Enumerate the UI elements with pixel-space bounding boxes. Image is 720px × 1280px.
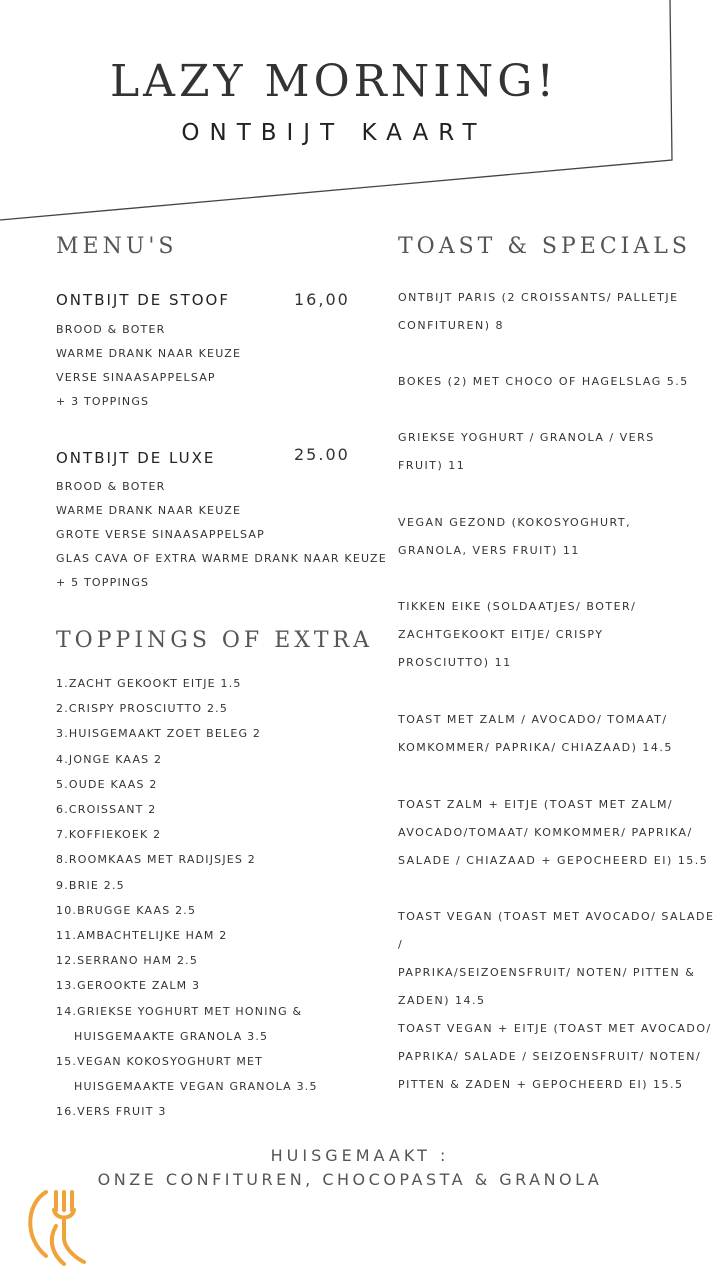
special-item: TOAST VEGAN (TOAST MET AVOCADO/ SALADE / PAPRIKA/SEIZOENSFRUIT/ NOTEN/ PITTEN & ZADEN) 14.5: [398, 910, 715, 1007]
list-item: 14.GRIEKSE YOGHURT MET HONING &: [56, 1004, 303, 1018]
menu-line: BROOD & BOTER: [56, 480, 166, 493]
menu-item-lines: [56, 475, 387, 595]
menu-line: GROTE VERSE SINAASAPPELSAP: [56, 528, 265, 541]
specials-heading: TOAST & SPECIALS: [398, 234, 691, 259]
menu-line: + 3 TOPPINGS: [56, 395, 150, 408]
list-item: 8.ROOMKAAS MET RADIJSJES 2: [56, 853, 256, 867]
fork-plate-logo-icon: [16, 1186, 96, 1270]
list-item-continued: HUISGEMAAKTE GRANOLA 3.5: [74, 1029, 269, 1043]
page-title: LAZY MORNING!: [109, 56, 559, 107]
list-item: 11.AMBACHTELIJKE HAM 2: [56, 929, 228, 943]
menu-line: + 5 TOPPINGS: [56, 576, 150, 589]
special-item: TOAST VEGAN + EITJE (TOAST MET AVOCADO/ PAPRIKA/ SALADE / SEIZOENSFRUIT/ NOTEN/ PITTEN & ZADEN + GEPOCHEERD EI) 15.5: [398, 1022, 712, 1091]
list-item: 16.VERS FRUIT 3: [56, 1105, 167, 1119]
footer-homemade-items: ONZE CONFITUREN, CHOCOPASTA & GRANOLA: [97, 1170, 603, 1189]
list-item: 15.VEGAN KOKOSYOGHURT MET: [56, 1055, 264, 1069]
list-item: 6.CROISSANT 2: [56, 803, 157, 817]
special-item: BOKES (2) MET CHOCO OF HAGELSLAG 5.5: [398, 375, 689, 388]
menu-item-luxe: [56, 448, 215, 467]
special-item: TOAST MET ZALM / AVOCADO/ TOMAAT/ KOMKOMMER/ PAPRIKA/ CHIAZAAD) 14.5: [398, 713, 673, 754]
list-item-continued: HUISGEMAAKTE VEGAN GRANOLA 3.5: [74, 1080, 318, 1094]
special-item: TOAST ZALM + EITJE (TOAST MET ZALM/ AVOCADO/TOMAAT/ KOMKOMMER/ PAPRIKA/ SALADE / CHIAZAAD + GEPOCHEERD EI) 15.5: [398, 798, 709, 867]
list-item: 13.GEROOKTE ZALM 3: [56, 979, 201, 993]
menu-line: VERSE SINAASAPPELSAP: [56, 371, 216, 384]
special-item: GRIEKSE YOGHURT / GRANOLA / VERS FRUIT) 11: [398, 431, 655, 472]
menu-item-price: 16,00: [294, 290, 350, 309]
list-item: 4.JONGE KAAS 2: [56, 752, 163, 766]
menu-item-lines: [56, 318, 241, 414]
list-item: 12.SERRANO HAM 2.5: [56, 954, 199, 968]
list-item: 10.BRUGGE KAAS 2.5: [56, 903, 197, 917]
menu-item-name: ONTBIJT DE STOOF: [56, 291, 230, 309]
menu-line: GLAS CAVA OF EXTRA WARME DRANK NAAR KEUZE: [56, 552, 387, 565]
menu-line: WARME DRANK NAAR KEUZE: [56, 504, 242, 517]
menu-item-name: ONTBIJT DE LUXE: [56, 449, 216, 467]
menu-item-stoof: [56, 290, 230, 309]
footer-homemade-label: HUISGEMAAKT :: [270, 1146, 450, 1165]
toppings-list: [56, 671, 318, 1125]
list-item: 7.KOFFIEKOEK 2: [56, 828, 162, 842]
list-item: 3.HUISGEMAAKT ZOET BELEG 2: [56, 727, 262, 741]
list-item: 1.ZACHT GEKOOKT EITJE 1.5: [56, 677, 242, 690]
list-item: 5.OUDE KAAS 2: [56, 777, 158, 791]
toppings-heading: TOPPINGS OF EXTRA: [56, 628, 374, 653]
list-item: 9.BRIE 2.5: [56, 878, 125, 892]
menu-line: BROOD & BOTER: [56, 323, 166, 336]
page-subtitle: ONTBIJT KAART: [181, 120, 487, 146]
menus-heading: MENU'S: [56, 234, 178, 259]
list-item: 2.CRISPY PROSCIUTTO 2.5: [56, 702, 229, 716]
special-item: ONTBIJT PARIS (2 CROISSANTS/ PALLETJE CONFITUREN) 8: [398, 291, 679, 332]
special-item: VEGAN GEZOND (KOKOSYOGHURT, GRANOLA, VERS FRUIT) 11: [398, 516, 632, 557]
menu-item-price: 25.00: [294, 445, 350, 464]
menu-line: WARME DRANK NAAR KEUZE: [56, 347, 242, 360]
special-item: TIKKEN EIKE (SOLDAATJES/ BOTER/ ZACHTGEKOOKT EITJE/ CRISPY PROSCIUTTO) 11: [398, 600, 637, 669]
